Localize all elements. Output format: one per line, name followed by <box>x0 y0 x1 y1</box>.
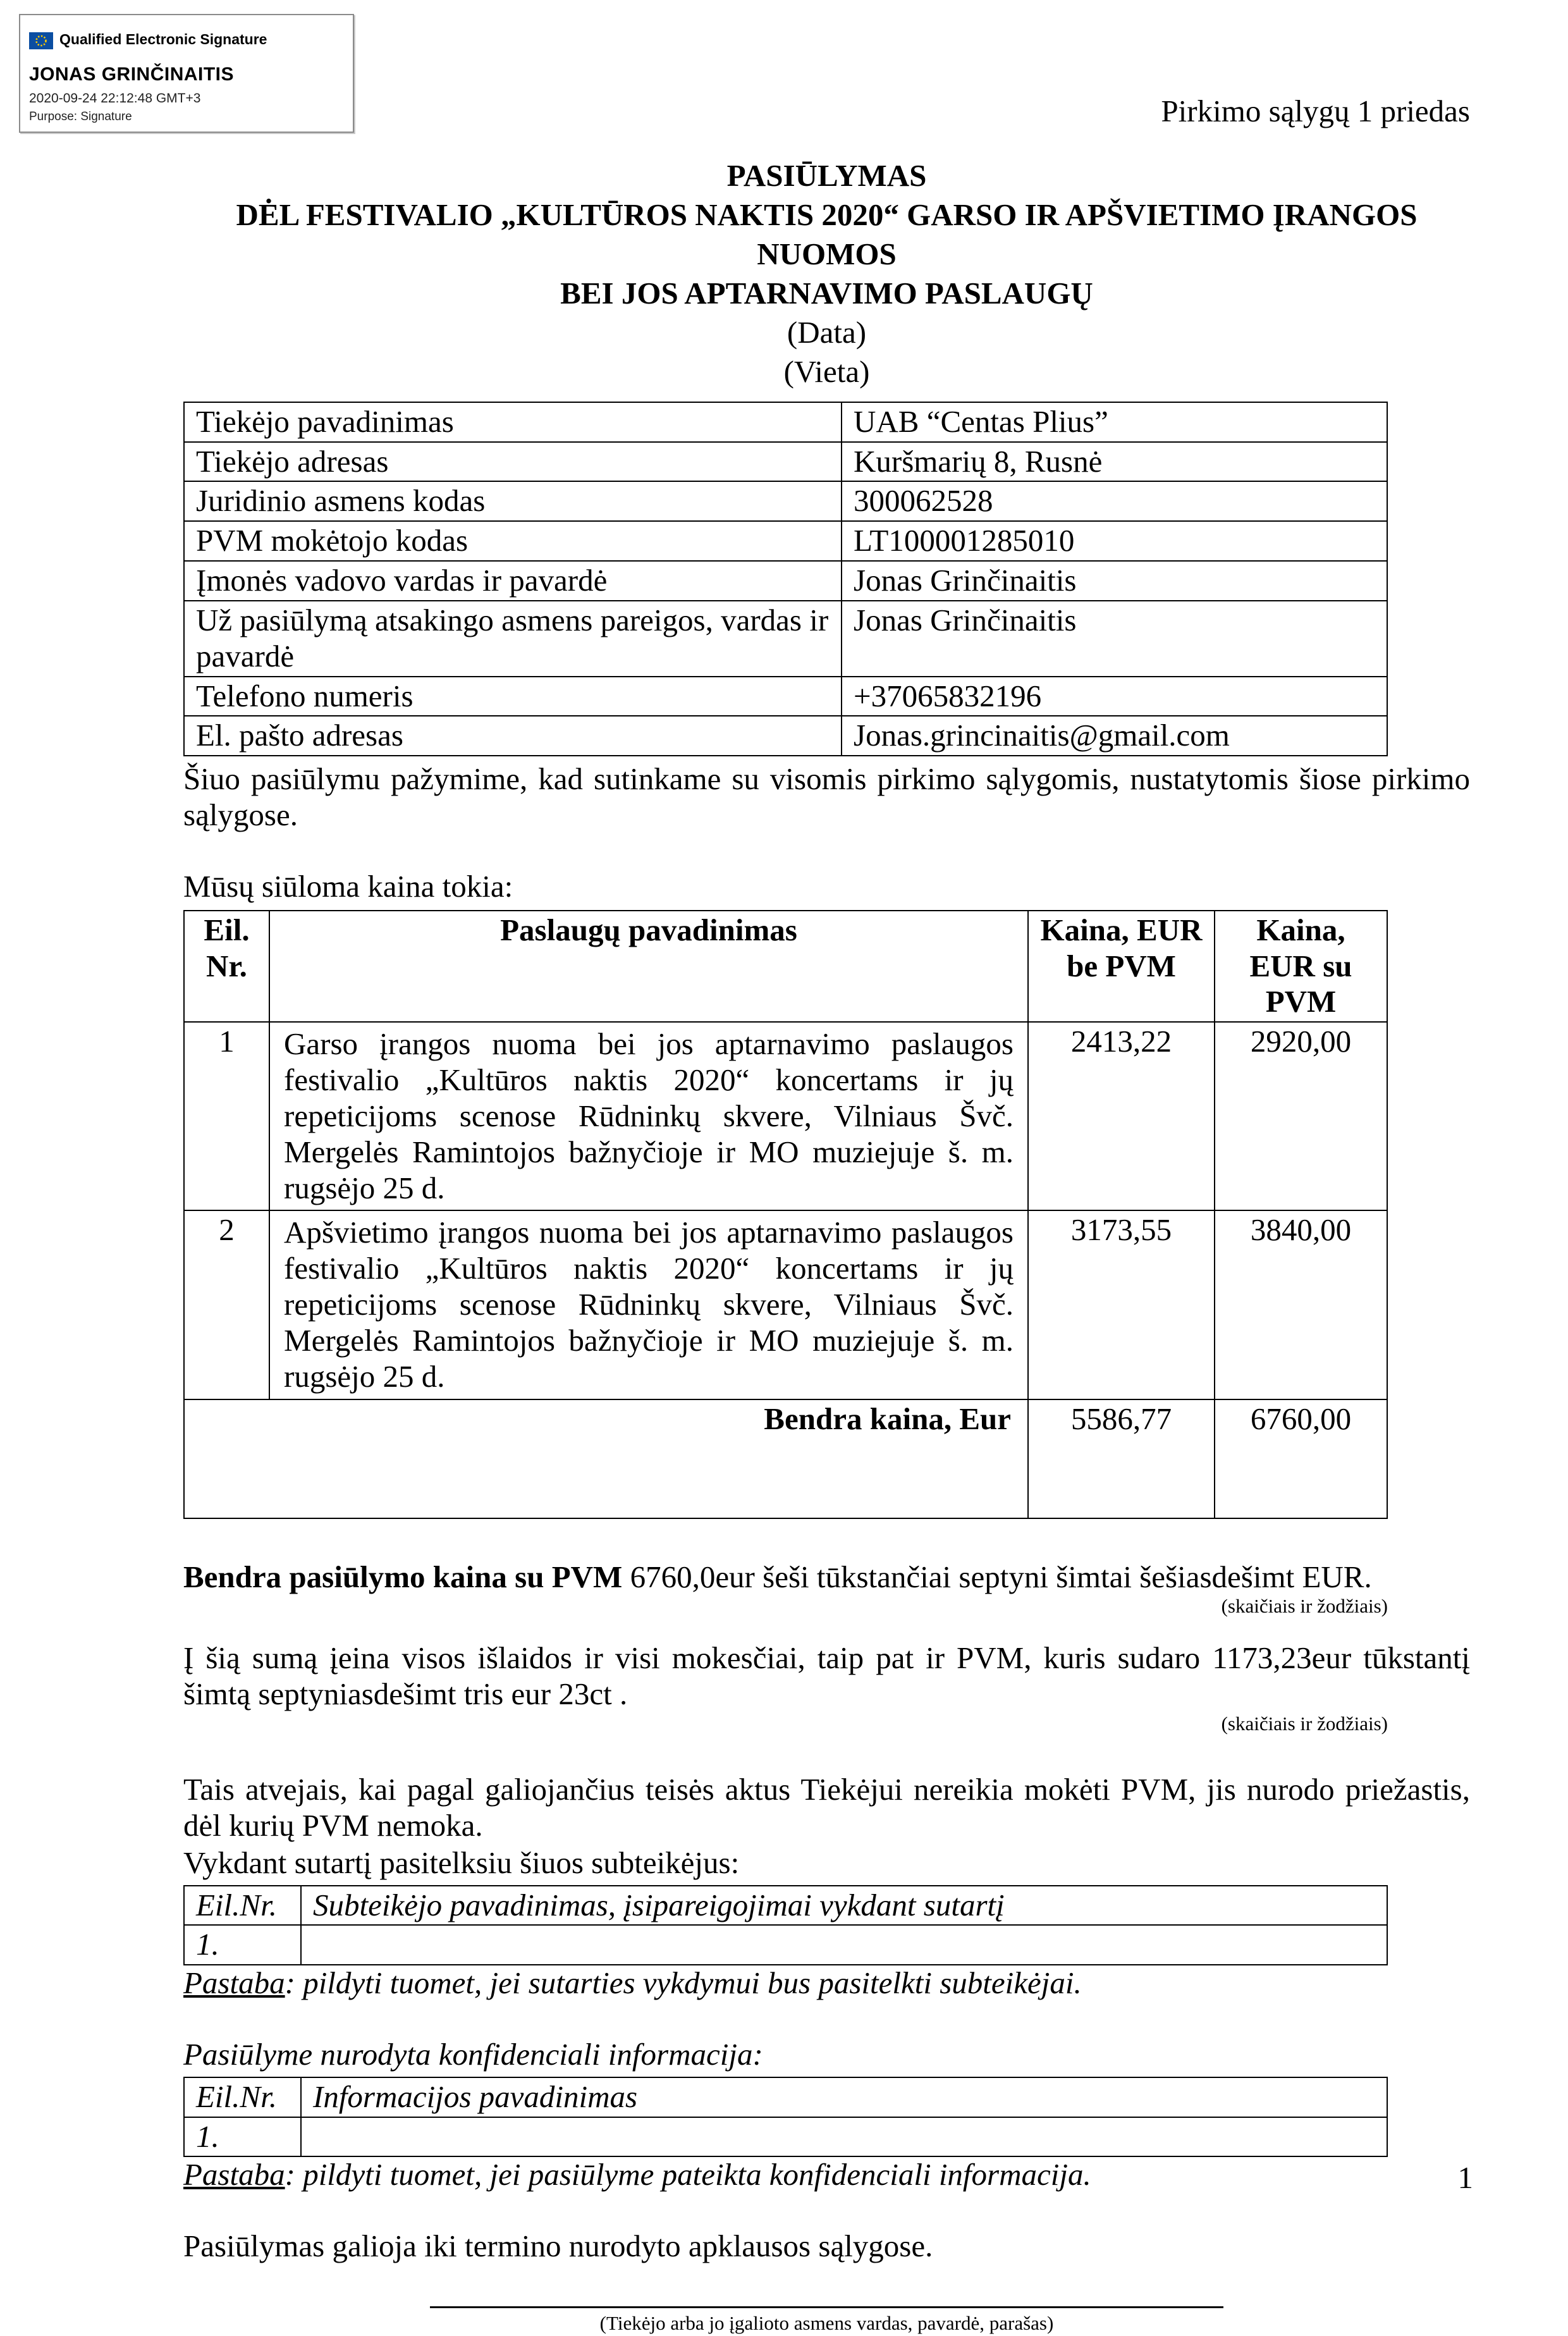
subcontractors-table <box>183 1885 1388 1966</box>
supplier-value: Jonas Grinčinaitis <box>842 601 1387 677</box>
price-table-header-row <box>184 911 1387 1022</box>
price-excl-vat: 3173,55 <box>1028 1210 1215 1399</box>
supplier-table <box>183 402 1388 756</box>
stamp-purpose: Purpose: Signature <box>29 109 132 123</box>
total-offer-text: 6760,0eur šeši tūkstančiai septyni šimtai šešiasdešimt EUR. <box>630 1559 1372 1594</box>
col-header-nr: Eil. Nr. <box>184 911 269 1022</box>
table-row <box>184 2117 1387 2157</box>
subcontractor-header-desc: Subteikėjo pavadinimas, įsipareigojimai vykdant sutartį <box>301 1886 1387 1926</box>
confidential-intro: Pasiūlyme nurodyta konfidenciali informacija: <box>183 2036 763 2072</box>
total-price-excl-vat: 5586,77 <box>1028 1399 1215 1518</box>
col-header-price-excl: Kaina, EUR be PVM <box>1028 911 1215 1022</box>
stamp-header <box>29 22 344 58</box>
confidential-row-nr: 1. <box>184 2117 301 2157</box>
price-table <box>183 910 1388 1519</box>
stamp-title: Qualified Electronic Signature <box>59 31 267 48</box>
title-line-3: BEI JOS APTARNAVIMO PASLAUGŲ <box>560 275 1093 310</box>
signature-block <box>183 2306 1470 2336</box>
supplier-value: Jonas.grincinaitis@gmail.com <box>842 716 1387 756</box>
supplier-value: 300062528 <box>842 481 1387 521</box>
confidential-header-nr: Eil.Nr. <box>184 2077 301 2117</box>
vat-paragraph: Į šią sumą įeina visos išlaidos ir visi mokesčiai, taip pat ir PVM, kuris sudaro 1173,23eur tūkstantį šimtą septyniasdešimt tris eur 23ct . <box>183 1640 1470 1712</box>
table-row <box>184 1022 1387 1210</box>
subcontractors-intro: Vykdant sutartį pasitelksiu šiuos subteikėjus: <box>183 1845 740 1880</box>
title-date-placeholder: (Data) <box>787 314 867 350</box>
col-header-price-incl: Kaina, EUR su PVM <box>1215 911 1387 1022</box>
table-row <box>184 716 1387 756</box>
supplier-label: El. pašto adresas <box>184 716 842 756</box>
stamp-timestamp: 2020-09-24 22:12:48 GMT+3 <box>29 90 201 106</box>
confidential-row-value <box>301 2117 1387 2157</box>
supplier-value: Kuršmarių 8, Rusnė <box>842 442 1387 482</box>
title-line-2: DĖL FESTIVALIO „KULTŪROS NAKTIS 2020“ GARSO IR APŠVIETIMO ĮRANGOS NUOMOS <box>236 197 1418 271</box>
total-price-incl-vat: 6760,00 <box>1215 1399 1387 1518</box>
signature-stamp[interactable] <box>19 14 354 133</box>
table-row <box>184 1925 1387 1965</box>
service-description: Apšvietimo įrangos nuoma bei jos aptarnavimo paslaugos festivalio „Kultūros naktis 2020“ koncertams ir jų repeticijoms scenose Rūdninkų skvere, Vilniaus Švč. Mergelės Ramintojos bažnyčioje ir MO muziejuje š. m. rugsėjo 25 d. <box>269 1210 1028 1399</box>
col-header-service: Paslaugų pavadinimas <box>269 911 1028 1022</box>
table-row <box>184 1886 1387 1926</box>
table-row <box>184 481 1387 521</box>
subcontractor-header-nr: Eil.Nr. <box>184 1886 301 1926</box>
subcontractor-row-value <box>301 1925 1387 1965</box>
page-number: 1 <box>1457 2160 1473 2196</box>
title-line-1: PASIŪLYMAS <box>726 157 927 193</box>
table-row <box>184 442 1387 482</box>
signature-line <box>430 2306 1223 2308</box>
numbers-words-note: (skaičiais ir žodžiais) <box>1221 1712 1388 1735</box>
total-row <box>184 1399 1387 1518</box>
table-row <box>184 677 1387 716</box>
note-text: : pildyti tuomet, jei pasiūlyme pateikta konfidenciali informacija. <box>285 2157 1091 2192</box>
service-description: Garso įrangos nuoma bei jos aptarnavimo paslaugos festivalio „Kultūros naktis 2020“ koncertams ir jų repeticijoms scenose Rūdninkų skvere, Vilniaus Švč. Mergelės Ramintojos bažnyčioje ir MO muziejuje š. m. rugsėjo 25 d. <box>269 1022 1028 1210</box>
supplier-value: UAB “Centas Plius” <box>842 402 1387 442</box>
price-incl-vat: 2920,00 <box>1215 1022 1387 1210</box>
confidential-header-desc: Informacijos pavadinimas <box>301 2077 1387 2117</box>
supplier-value: LT100001285010 <box>842 521 1387 561</box>
supplier-label: PVM mokėtojo kodas <box>184 521 842 561</box>
supplier-label: Įmonės vadovo vardas ir pavardė <box>184 561 842 601</box>
stamp-signer-name: JONAS GRINČINAITIS <box>29 63 235 85</box>
numbers-words-note: (skaičiais ir žodžiais) <box>1221 1595 1388 1618</box>
supplier-label: Juridinio asmens kodas <box>184 481 842 521</box>
title-block <box>183 156 1470 391</box>
note-label: Pastaba <box>183 2157 285 2192</box>
supplier-value: +37065832196 <box>842 677 1387 716</box>
annex-label: Pirkimo sąlygų 1 priedas <box>1161 94 1470 128</box>
table-row <box>184 1210 1387 1399</box>
note-text: : pildyti tuomet, jei sutarties vykdymui bus pasitelkti subteikėjai. <box>285 1965 1082 2001</box>
supplier-label: Už pasiūlymą atsakingo asmens pareigos, vardas ir pavardė <box>184 601 842 677</box>
signature-caption: (Tiekėjo arba jo įgalioto asmens vardas, pavardė, parašas) <box>599 2312 1054 2335</box>
price-excl-vat: 2413,22 <box>1028 1022 1215 1210</box>
confidential-note <box>183 2157 1470 2193</box>
supplier-label: Telefono numeris <box>184 677 842 716</box>
total-label: Bendra kaina, Eur <box>184 1399 1028 1518</box>
agreement-text: Šiuo pasiūlymu pažymime, kad sutinkame su visomis pirkimo sąlygomis, nustatytomis šiose pirkimo sąlygose. <box>183 761 1470 833</box>
row-number: 2 <box>184 1210 269 1399</box>
subcontractors-note <box>183 1965 1470 2001</box>
row-number: 1 <box>184 1022 269 1210</box>
no-vat-paragraph: Tais atvejais, kai pagal galiojančius teisės aktus Tiekėjui nereikia mokėti PVM, jis nurodo priežastis, dėl kurių PVM nemoka. <box>183 1772 1470 1843</box>
table-row <box>184 2077 1387 2117</box>
table-row <box>184 521 1387 561</box>
price-incl-vat: 3840,00 <box>1215 1210 1387 1399</box>
validity-paragraph: Pasiūlymas galioja iki termino nurodyto apklausos sąlygose. <box>183 2228 933 2264</box>
table-row <box>184 561 1387 601</box>
supplier-value: Jonas Grinčinaitis <box>842 561 1387 601</box>
supplier-label: Tiekėjo adresas <box>184 442 842 482</box>
total-offer-label: Bendra pasiūlymo kaina su PVM <box>183 1559 623 1594</box>
table-row <box>184 402 1387 442</box>
note-label: Pastaba <box>183 1965 285 2001</box>
total-offer-line <box>183 1559 1470 1595</box>
title-place-placeholder: (Vieta) <box>783 353 870 389</box>
supplier-label: Tiekėjo pavadinimas <box>184 402 842 442</box>
subcontractor-row-nr: 1. <box>184 1925 301 1965</box>
confidential-table <box>183 2077 1388 2158</box>
price-intro: Mūsų siūloma kaina tokia: <box>183 868 513 904</box>
table-row <box>184 601 1387 677</box>
eu-flag-icon <box>29 22 53 58</box>
